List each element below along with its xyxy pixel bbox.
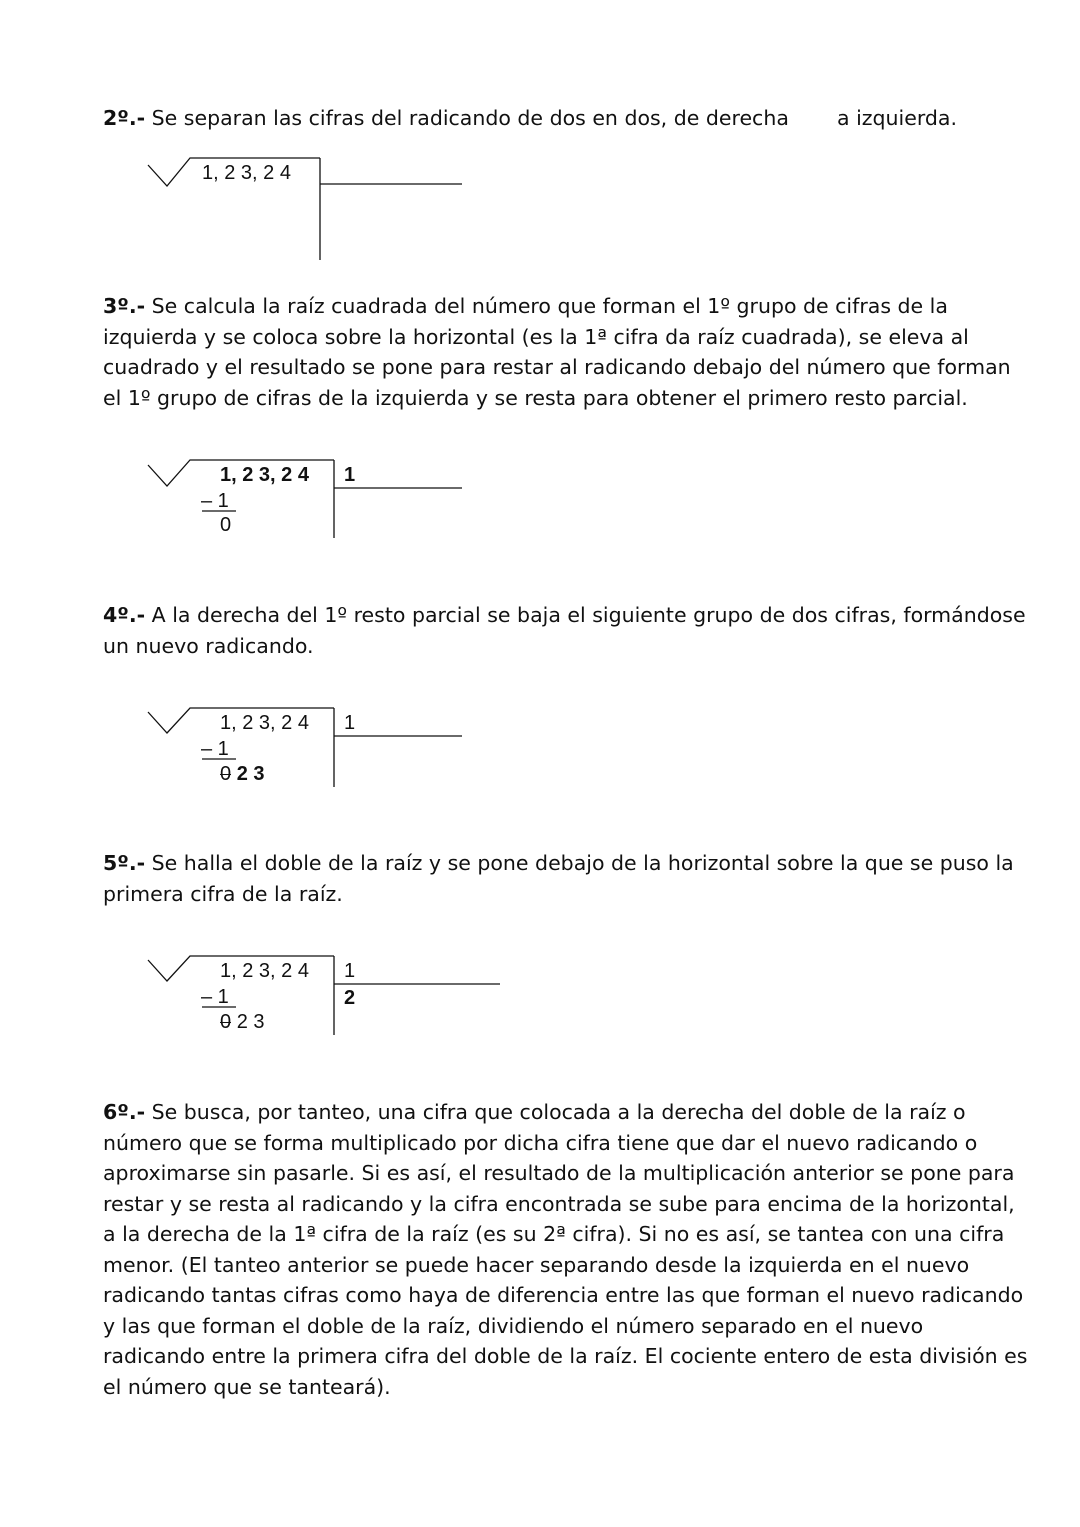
subtract-4: – 1 xyxy=(201,986,229,1008)
subtract-3: – 1 xyxy=(201,738,229,760)
step-2-text: Se separan las cifras del radicando de dos en dos, de derecha xyxy=(151,106,789,130)
radicand-4: 1, 2 3, 2 4 xyxy=(220,960,309,982)
step-3-paragraph xyxy=(103,291,1033,413)
step-3-text: Se calcula la raíz cuadrada del número que forman el 1º grupo de cifras de la izquierda y se coloca sobre la horizontal (es la 1ª cifra da raíz cuadrada), se eleva al cuadrado y el resultado se pone para restar al radicando debajo del número que forman el 1º grupo de cifras de la izquierda y se resta para obtener el primero resto parcial. xyxy=(103,294,1011,410)
step-4-paragraph xyxy=(103,600,1033,661)
step-5-number: 5º.- xyxy=(103,851,146,875)
step-4-text: A la derecha del 1º resto parcial se baja el siguiente grupo de dos cifras, formándose un nuevo radicando. xyxy=(103,603,1026,658)
double-root-4: 2 xyxy=(344,987,356,1009)
step-3-number: 3º.- xyxy=(103,294,146,318)
remainder-4 xyxy=(220,1011,265,1033)
root-digit-4: 1 xyxy=(344,960,356,982)
root-digit-3: 1 xyxy=(344,712,356,734)
radicand-2: 1, 2 3, 2 4 xyxy=(220,464,309,486)
struck-remainder-3: 0 xyxy=(220,763,232,785)
step-5-text: Se halla el doble de la raíz y se pone debajo de la horizontal sobre la que se puso la primera cifra de la raíz. xyxy=(103,851,1014,906)
step-2-text-right: a izquierda. xyxy=(837,106,958,130)
step-6-text: Se busca, por tanteo, una cifra que colocada a la derecha del doble de la raíz o número que se forma multiplicado por dicha cifra tiene que dar el nuevo radicando o aproximarse sin pasarle. Si es así, el resultado de la multiplicación anterior se pone para restar y se resta al radicando y la cifra encontrada se sube para encima de la horizontal, a la derecha de la 1ª cifra de la raíz (es su 2ª cifra). Si no es así, se tantea con una cifra menor. (El tanteo anterior se puede hacer separando desde la izquierda en el nuevo radicando tantas cifras como haya de diferencia entre las que forman el nuevo radicando y las que forman el doble de la raíz, dividiendo el número separado en el nuevo radicando entre la primera cifra del doble de la raíz. El cociente entero de esta división es el número que se tanteará). xyxy=(103,1100,1028,1399)
remainder-2: 0 xyxy=(220,514,232,536)
step-6-paragraph xyxy=(103,1097,1028,1402)
root-digit-2: 1 xyxy=(344,464,356,486)
radicand-1: 1, 2 3, 2 4 xyxy=(202,162,291,184)
step-4-number: 4º.- xyxy=(103,603,146,627)
step-5-paragraph xyxy=(103,848,1033,909)
radicand-3: 1, 2 3, 2 4 xyxy=(220,712,309,734)
subtract-2: – 1 xyxy=(201,490,229,512)
struck-remainder-4: 0 xyxy=(220,1011,232,1033)
brought-down-3: 2 3 xyxy=(236,763,265,785)
step-6-number: 6º.- xyxy=(103,1100,146,1124)
brought-down-4: 2 3 xyxy=(236,1011,265,1033)
remainder-3 xyxy=(220,763,265,785)
step-2-number: 2º.- xyxy=(103,106,146,130)
